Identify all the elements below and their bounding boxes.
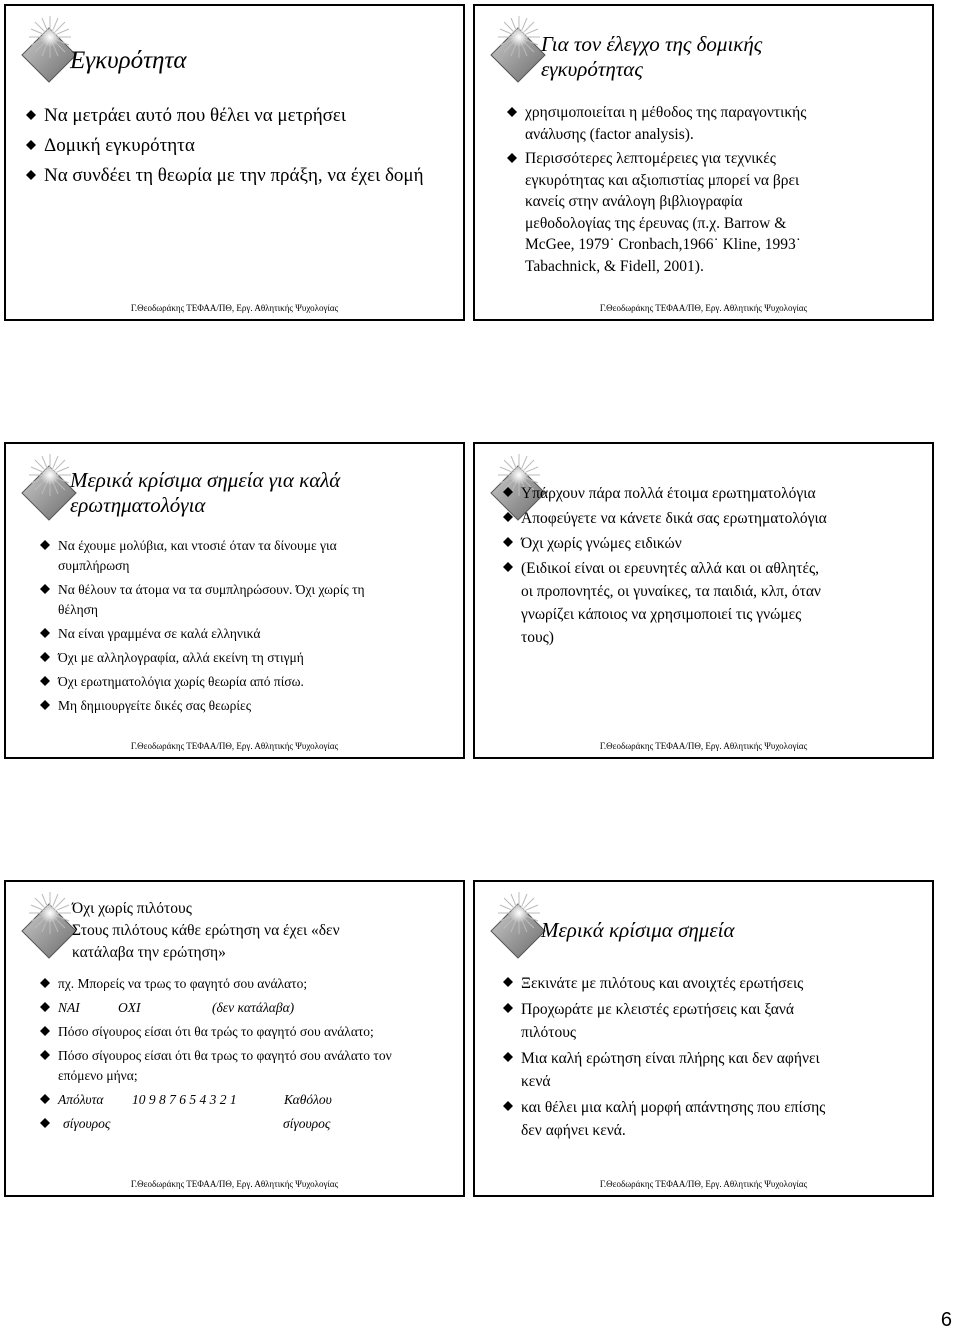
diamond-bullet-icon [503,512,513,522]
diamond-bullet-icon [40,628,50,638]
diamond-bullet-icon [503,1003,513,1013]
diamond-bullet-icon [503,537,513,547]
page-number: 6 [940,1309,952,1331]
list-item: Ξεκινάτε με πιλότους και ανοιχτές ερωτήσεις [503,972,843,995]
list-item: Να μετράει αυτό που θέλει να μετρήσει [26,104,446,128]
list-item: Μη δημιουργείτε δικές σας θεωρίες [40,696,400,716]
list-item: Να έχουμε μολύβια, και ντοσιέ όταν τα δίνουμε για συμπλήρωση [40,536,400,576]
list-item [40,1114,400,1134]
diamond-bullet-icon [40,1050,50,1060]
list-item: Περισσότερες λεπτομέρειες για τεχνικές εγκυρότητας και αξιοπιστίας μπορεί να βρει κανείς στην ανάλογη βιβλιογραφία μεθοδολογίας της έρευνας (π.χ. Barrow & McGee, 1979˙ Cronbach,1966˙ Kline, 1993˙ Tabachnick, & Fidell, 2001). [507,148,827,277]
list-item: Προχωράτε με κλειστές ερωτήσεις και ξανά πιλότους [503,998,843,1044]
list-item: Όχι με αλληλογραφία, αλλά εκείνη τη στιγμή [40,648,400,668]
answer-yes: ΝΑΙ [58,1000,80,1015]
slide-footer: Γ.Θεοδωράκης ΤΕΦΑΑ/ΠΘ, Εργ. Αθλητικής Ψυχολογίας [599,1179,808,1189]
slide-footer: Γ.Θεοδωράκης ΤΕΦΑΑ/ΠΘ, Εργ. Αθλητικής Ψυχολογίας [130,1179,339,1189]
list-item: Υπάρχουν πάρα πολλά έτοιμα ερωτηματολόγια [503,482,833,505]
title-line-2: Στους πιλότους κάθε ερώτηση να έχει «δεν κατάλαβα την ερώτηση» [72,922,340,961]
slide-1 [4,4,465,321]
scale-numbers: 10 9 8 7 6 5 4 3 2 1 [132,1092,237,1107]
diamond-bullet-icon [40,1118,50,1128]
diamond-bullet-icon [507,107,517,117]
slide-title: Εγκυρότητα [70,47,187,74]
diamond-bullet-icon [503,1052,513,1062]
list-item: χρησιμοποιείται η μέθοδος της παραγοντικής ανάλυσης (factor analysis). [507,102,827,145]
list-item: Πόσο σίγουρος είσαι ότι θα τρως το φαγητό σου ανάλατο τον επόμενο μήνα; [40,1046,400,1086]
list-item: Να θέλουν τα άτομα να τα συμπληρώσουν. Όχι χωρίς τη θέληση [40,580,400,620]
scale-left-2: σίγουρος [63,1116,111,1131]
diamond-bullet-icon [40,1094,50,1104]
scale-left: Απόλυτα [58,1092,104,1107]
list-item: (Ειδικοί είναι οι ερευνητές αλλά και οι αθλητές, οι προπονητές, οι γυναίκες, τα παιδιά, κλπ, όταν γνωρίζει κάποιος να χρησιμοποιεί τις γνώμες τους) [503,557,833,649]
diamond-bullet-icon [40,978,50,988]
list-item: και θέλει μια καλή μορφή απάντησης που επίσης δεν αφήνει κενά. [503,1096,843,1142]
diamond-bullet-icon [40,540,50,550]
diamond-bullet-icon [503,977,513,987]
slide-title: Μερικά κρίσιμα σημεία για καλά ερωτηματολόγια [70,468,341,518]
diamond-bullet-icon [40,700,50,710]
slide-2 [473,4,934,321]
slide-6 [473,880,934,1197]
diamond-bullet-icon [40,652,50,662]
slide-footer: Γ.Θεοδωράκης ΤΕΦΑΑ/ΠΘ, Εργ. Αθλητικής Ψυχολογίας [599,303,808,313]
scale-right-2: σίγουρος [283,1116,331,1131]
answer-dont-understand: (δεν κατάλαβα) [212,1000,295,1015]
diamond-bullet-icon [503,562,513,572]
slide-3 [4,442,465,759]
slide-footer: Γ.Θεοδωράκης ΤΕΦΑΑ/ΠΘ, Εργ. Αθλητικής Ψυχολογίας [130,741,339,751]
diamond-bullet-icon [507,153,517,163]
diamond-bullet-icon [26,170,36,180]
diamond-bullet-icon [503,487,513,497]
list-item [40,998,400,1018]
diamond-bullet-icon [503,1101,513,1111]
list-item: Να συνδέει τη θεωρία με την πράξη, να έχει δομή [26,164,446,188]
list-item: πχ. Μπορείς να τρως το φαγητό σου ανάλατο; [40,974,400,994]
diamond-bullet-icon [40,584,50,594]
list-item [40,1090,400,1110]
title-line-1: Όχι χωρίς πιλότους [72,900,192,917]
slide-4 [473,442,934,759]
slide-title [72,898,392,964]
list-item: Αποφεύγετε να κάνετε δικά σας ερωτηματολόγια [503,507,833,530]
list-item: Όχι ερωτηματολόγια χωρίς θεωρία από πίσω. [40,672,400,692]
diamond-bullet-icon [40,1026,50,1036]
slide-title: Μερικά κρίσιμα σημεία [541,918,735,942]
diamond-bullet-icon [26,110,36,120]
list-item: Πόσο σίγουρος είσαι ότι θα τρώς το φαγητό σου ανάλατο; [40,1022,400,1042]
slide-footer: Γ.Θεοδωράκης ΤΕΦΑΑ/ΠΘ, Εργ. Αθλητικής Ψυχολογίας [130,303,339,313]
slide-footer: Γ.Θεοδωράκης ΤΕΦΑΑ/ΠΘ, Εργ. Αθλητικής Ψυχολογίας [599,741,808,751]
diamond-bullet-icon [40,676,50,686]
diamond-bullet-icon [40,1002,50,1012]
answer-no: ΟΧΙ [118,1000,141,1015]
list-item: Δομική εγκυρότητα [26,134,446,158]
list-item: Να είναι γραμμένα σε καλά ελληνικά [40,624,400,644]
list-item: Μια καλή ερώτηση είναι πλήρης και δεν αφήνει κενά [503,1047,843,1093]
slide-title: Για τον έλεγχο της δομικής εγκυρότητας [541,32,763,82]
slide-5 [4,880,465,1197]
scale-right: Καθόλου [284,1092,332,1107]
list-item: Όχι χωρίς γνώμες ειδικών [503,532,833,555]
diamond-bullet-icon [26,140,36,150]
